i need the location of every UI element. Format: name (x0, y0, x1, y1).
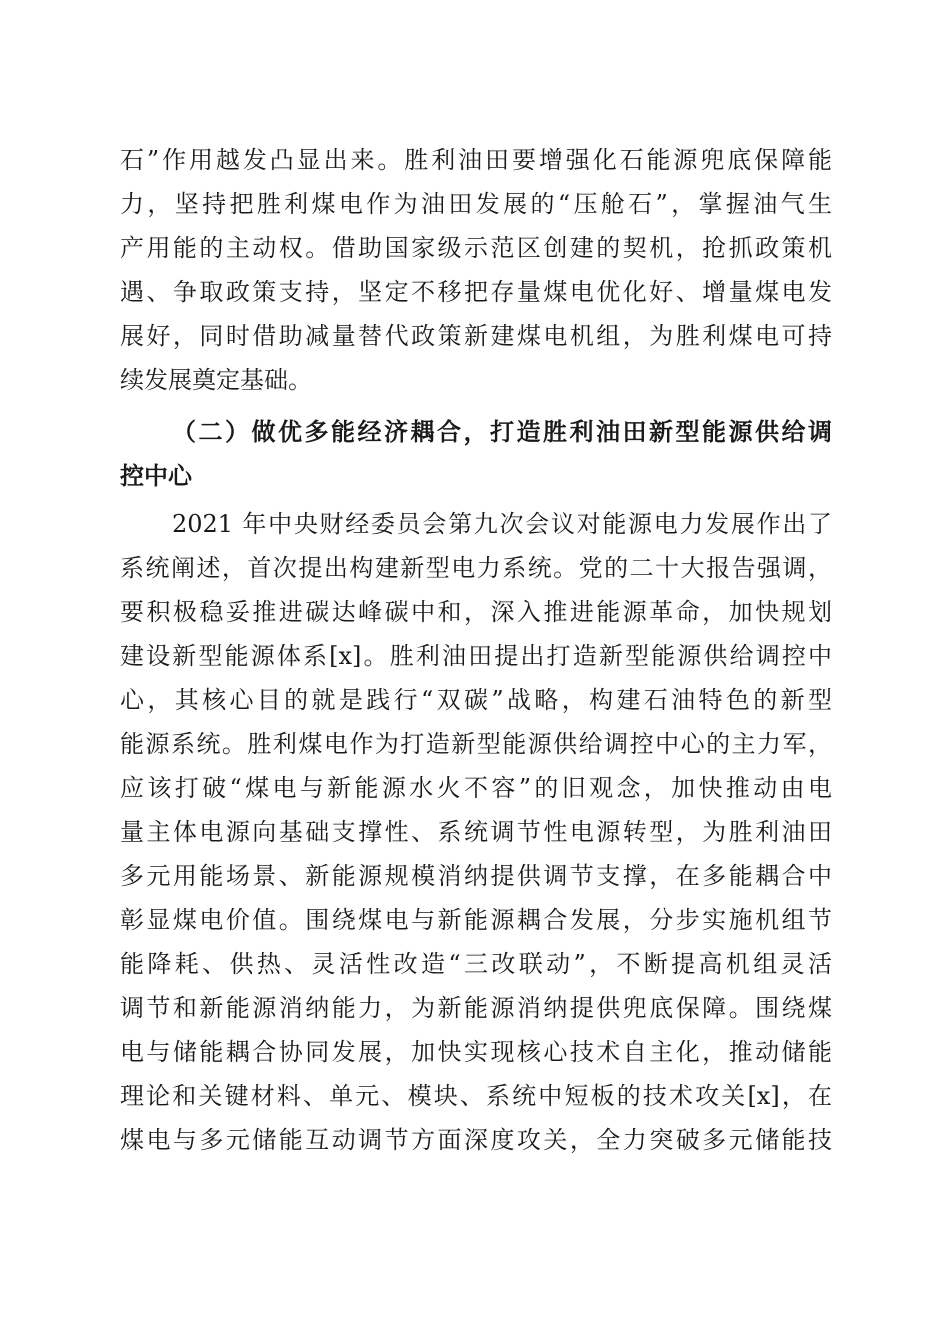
paragraph-1-line-2: 力，坚持把胜利煤电作为油田发展的“压舱石”，掌握油气生 (120, 190, 832, 218)
section-heading-line-1: （二）做优多能经济耦合，打造胜利油田新型能源供给调 (172, 417, 832, 446)
paragraph-2-line-2: 系统阐述，首次提出构建新型电力系统。党的二十大报告强调， (120, 554, 832, 582)
paragraph-1-line-6: 续发展奠定基础。 (120, 366, 312, 394)
paragraph-2-line-4: 建设新型能源体系[x]。胜利油田提出打造新型能源供给调控中 (120, 642, 832, 670)
paragraph-2-line-12: 调节和新能源消纳能力，为新能源消纳提供兜底保障。围绕煤 (120, 994, 832, 1022)
section-heading-line-2: 控中心 (120, 461, 192, 490)
paragraph-2-line-5: 心，其核心目的就是践行“双碳”战略，构建石油特色的新型 (120, 686, 832, 714)
paragraph-2-line-3: 要积极稳妥推进碳达峰碳中和，深入推进能源革命，加快规划 (120, 598, 832, 626)
paragraph-2-line-1: 2021 年中央财经委员会第九次会议对能源电力发展作出了 (172, 510, 832, 538)
paragraph-2-line-7: 应该打破“煤电与新能源水火不容”的旧观念，加快推动由电 (120, 774, 832, 802)
paragraph-2-line-14: 理论和关键材料、单元、模块、系统中短板的技术攻关[x]，在 (120, 1082, 832, 1110)
paragraph-2-line-13: 电与储能耦合协同发展，加快实现核心技术自主化，推动储能 (120, 1038, 832, 1066)
paragraph-2-line-8: 量主体电源向基础支撑性、系统调节性电源转型，为胜利油田 (120, 818, 832, 846)
paragraph-1-line-4: 遇、争取政策支持，坚定不移把存量煤电优化好、增量煤电发 (120, 278, 832, 306)
paragraph-2-line-6: 能源系统。胜利煤电作为打造新型能源供给调控中心的主力军， (120, 730, 832, 758)
paragraph-2-line-11: 能降耗、供热、灵活性改造“三改联动”，不断提高机组灵活 (120, 950, 832, 978)
paragraph-1-line-5: 展好，同时借助减量替代政策新建煤电机组，为胜利煤电可持 (120, 322, 832, 350)
paragraph-2-line-15: 煤电与多元储能互动调节方面深度攻关，全力突破多元储能技 (120, 1126, 832, 1154)
paragraph-2-line-9: 多元用能场景、新能源规模消纳提供调节支撑，在多能耦合中 (120, 862, 832, 890)
paragraph-1-line-1: 石”作用越发凸显出来。胜利油田要增强化石能源兜底保障能 (120, 146, 832, 174)
paragraph-2-line-10: 彰显煤电价值。围绕煤电与新能源耦合发展，分步实施机组节 (120, 906, 832, 934)
paragraph-1-line-3: 产用能的主动权。借助国家级示范区创建的契机，抢抓政策机 (120, 234, 832, 262)
